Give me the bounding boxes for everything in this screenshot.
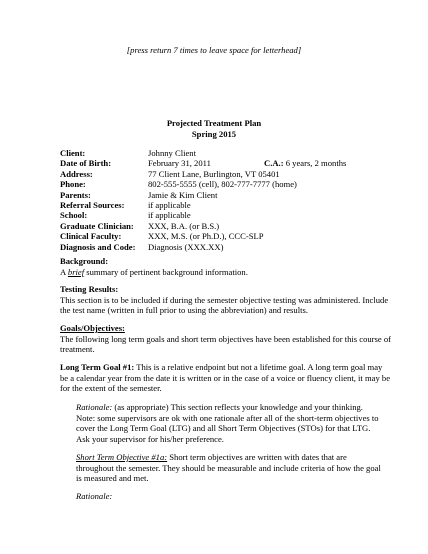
info-value: Diagnosis (XXX.XX) (148, 241, 224, 252)
rationale-line: Ask your supervisor for his/her preference. (76, 433, 224, 444)
background-text-post: summary of pertinent background information. (84, 266, 248, 277)
info-label: Clinical Faculty: (60, 231, 122, 242)
testing-heading: Testing Results: (60, 284, 119, 294)
letterhead-note: [press return 7 times to leave space for letterhead] (126, 45, 302, 55)
testing-line: the test name (written in full prior to using the abbreviation) and results. (60, 305, 308, 315)
rationale-line: Note: some supervisors are ok with one rationale after all of the short-term objectives to (76, 412, 379, 423)
info-row-school (60, 210, 297, 220)
background-heading: Background: (60, 256, 109, 266)
info-value: if applicable (148, 199, 191, 210)
testing-line: This section is to be included if during the semester objective testing was administered. Include (60, 294, 389, 305)
info-label: Phone: (60, 179, 86, 190)
info-value: Johnny Client (148, 148, 196, 158)
info-row-parents (60, 190, 297, 200)
rationale-first-line (76, 402, 363, 413)
info-value: 802-555-5555 (cell), 802-777-7777 (home) (148, 179, 297, 190)
info-label: Graduate Clinician: (60, 220, 134, 231)
goals-heading: Goals/Objectives: (60, 323, 125, 333)
rationale-label-2: Rationale: (76, 491, 113, 501)
client-info-block (60, 148, 297, 252)
sto-line: throughout the semester. They should be measurable and include criteria of how the goal (76, 462, 381, 473)
ca-label: C.A.: (264, 158, 284, 169)
info-value: if applicable (148, 210, 191, 221)
rationale-line: cover the Long Term Goal (LTG) and all Short Term Objectives (STOs) for that LTG. (76, 423, 371, 433)
info-value: XXX, B.A. (or B.S.) (148, 220, 220, 231)
info-row-phone (60, 179, 297, 189)
background-text-pre: A (60, 266, 68, 277)
background-emphasis: brief (67, 266, 85, 277)
info-value: 77 Client Lane, Burlington, VT 05401 (148, 168, 280, 179)
ca-value: 6 years, 2 months (285, 158, 347, 169)
info-row-clinician (60, 221, 297, 231)
info-label: Diagnosis and Code: (60, 241, 136, 252)
sto-first-line (76, 452, 347, 463)
sto-text: Short term objectives are written with dates that are (167, 452, 347, 462)
info-value: XXX, M.S. (or Ph.D.), CCC-SLP (148, 231, 264, 242)
info-label: Client: (60, 148, 86, 158)
goals-line: The following long term goals and short term objectives have been established for this course of (60, 333, 392, 344)
ltg-line: for the extent of the semester. (60, 383, 162, 393)
ltg-label: Long Term Goal #1: (60, 362, 135, 372)
info-row-dob (60, 158, 297, 168)
info-label: Address: (60, 168, 93, 179)
info-row-faculty (60, 231, 297, 241)
document-title: Projected Treatment Plan (166, 118, 262, 128)
chronological-age (264, 158, 346, 169)
info-row-diagnosis (60, 242, 297, 252)
sto-label: Short Term Objective #1a: (76, 452, 168, 462)
info-row-client (60, 148, 297, 158)
rationale-label: Rationale: (76, 402, 113, 412)
rationale-text: (as appropriate) This section reflects your knowledge and your thinking. (112, 402, 363, 412)
info-label: Parents: (60, 189, 91, 200)
semester-label: Spring 2015 (191, 128, 237, 139)
info-row-referral (60, 200, 297, 210)
ltg-line: be a calendar year from the date it is written or in the case of a voice or fluency client, it may be (60, 372, 391, 383)
sto-line: is measured and met. (76, 473, 149, 483)
info-value: February 31, 2011 (148, 158, 211, 169)
goals-line: treatment. (60, 344, 95, 354)
info-label: Date of Birth: (60, 158, 112, 169)
ltg-first-line (60, 362, 382, 373)
info-label: Referral Sources: (60, 199, 125, 210)
info-label: School: (60, 210, 88, 221)
info-row-address (60, 169, 297, 179)
ltg-text: This is a relative endpoint but not a lifetime goal. A long term goal may (134, 362, 383, 372)
background-text (60, 267, 248, 278)
info-value: Jamie & Kim Client (148, 189, 218, 200)
